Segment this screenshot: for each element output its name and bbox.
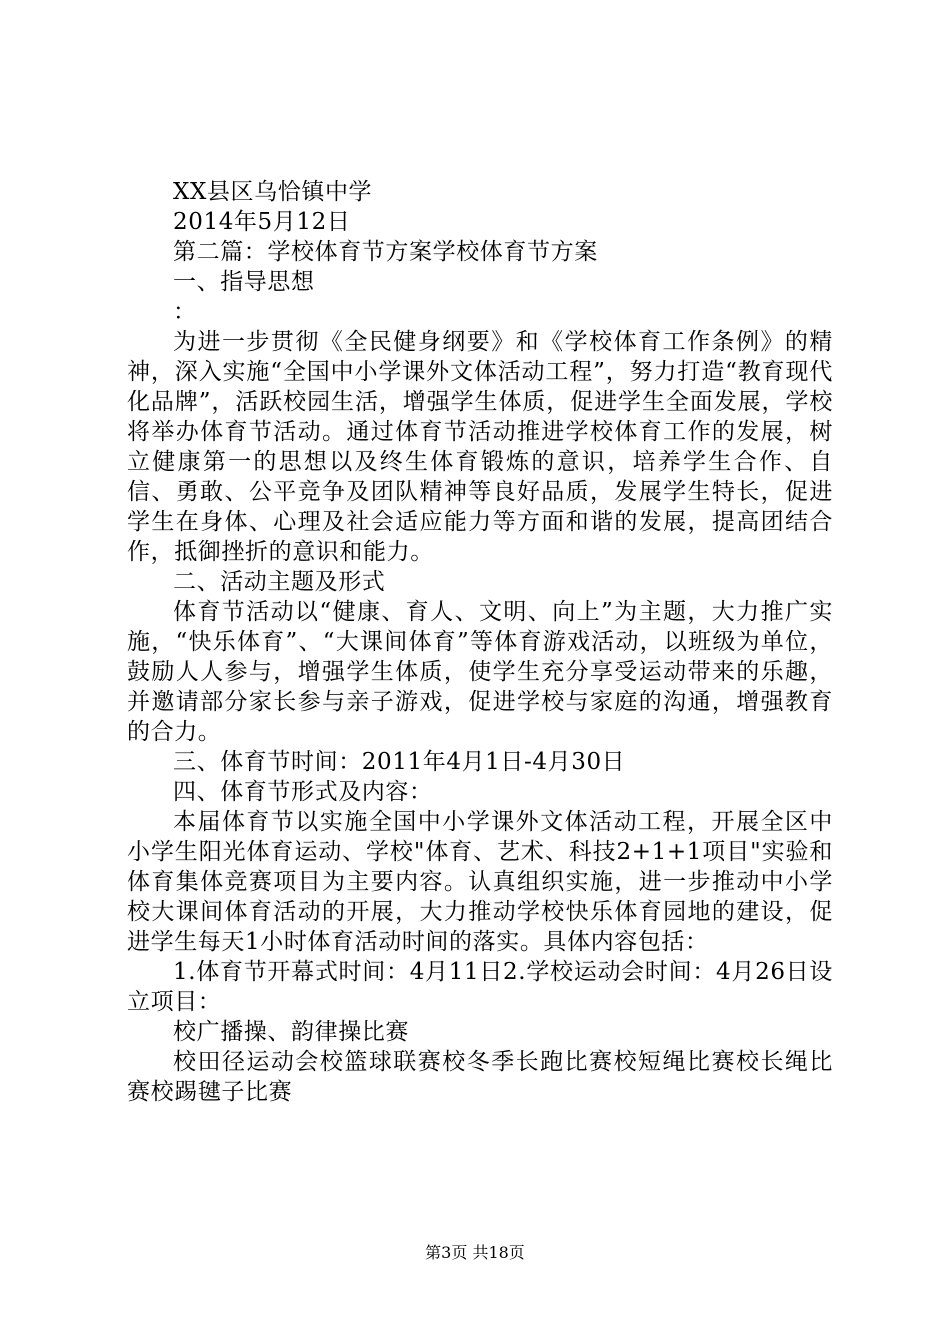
section-heading-colon: ： (173, 299, 197, 325)
item-broadcast-exercise: 校广播操、韵律操比赛 (173, 1019, 409, 1045)
paragraph-schedule: 1.体育节开幕式时间：4月11日2.学校运动会时间：4月26日设立项目： (127, 959, 833, 1015)
paragraph-theme: 体育节活动以“健康、育人、文明、向上”为主题，大力推广实施，“快乐体育”、“大课间体育”等体育游戏活动，以班级为单位，鼓励人人参与，增强学生体质，使学生充分享受运动带来的乐趣，并邀请部分家长参与亲子游戏，促进学校与家庭的沟通，增强教育的合力。 (127, 599, 833, 745)
school-name: XX县区乌恰镇中学 (173, 179, 373, 205)
paragraph-content: 本届体育节以实施全国中小学课外文体活动工程，开展全区中小学生阳光体育运动、学校"体育、艺术、科技2+1+1项目"实验和体育集体竞赛项目为主要内容。认真组织实施，进一步推动中小学校大课间体育活动的开展，大力推动学校快乐体育园地的建设，促进学生每天1小时体育活动时间的落实。具体内容包括： (127, 809, 833, 955)
section-heading-content: 四、体育节形式及内容： (173, 779, 433, 805)
paragraph-guiding-thought: 为进一步贯彻《全民健身纲要》和《学校体育工作条例》的精神，深入实施“全国中小学课外文体活动工程”，努力打造“教育现代化品牌”，活跃校园生活，增强学生体质，促进学生全面发展，学校将举办体育节活动。通过体育节活动推进学校体育工作的发展，树立健康第一的思想以及终生体育锻炼的意识，培养学生合作、自信、勇敢、公平竞争及团队精神等良好品质，发展学生特长，促进学生在身体、心理及社会适应能力等方面和谐的发展，提高团结合作，抵御挫折的意识和能力。 (127, 329, 833, 565)
section-heading-time: 三、体育节时间：2011年4月1日-4月30日 (173, 749, 626, 775)
document-body (127, 177, 833, 1107)
chapter-title: 第二篇：学校体育节方案学校体育节方案 (173, 239, 598, 265)
document-date: 2014年5月12日 (173, 209, 351, 235)
section-heading-theme: 二、活动主题及形式 (173, 569, 386, 595)
page-number-footer: 第3页 共18页 (425, 1243, 525, 1262)
paragraph-item-list: 校田径运动会校篮球联赛校冬季长跑比赛校短绳比赛校长绳比赛校踢毽子比赛 (127, 1049, 833, 1105)
section-heading-guiding-thought: 一、指导思想 (173, 269, 315, 295)
